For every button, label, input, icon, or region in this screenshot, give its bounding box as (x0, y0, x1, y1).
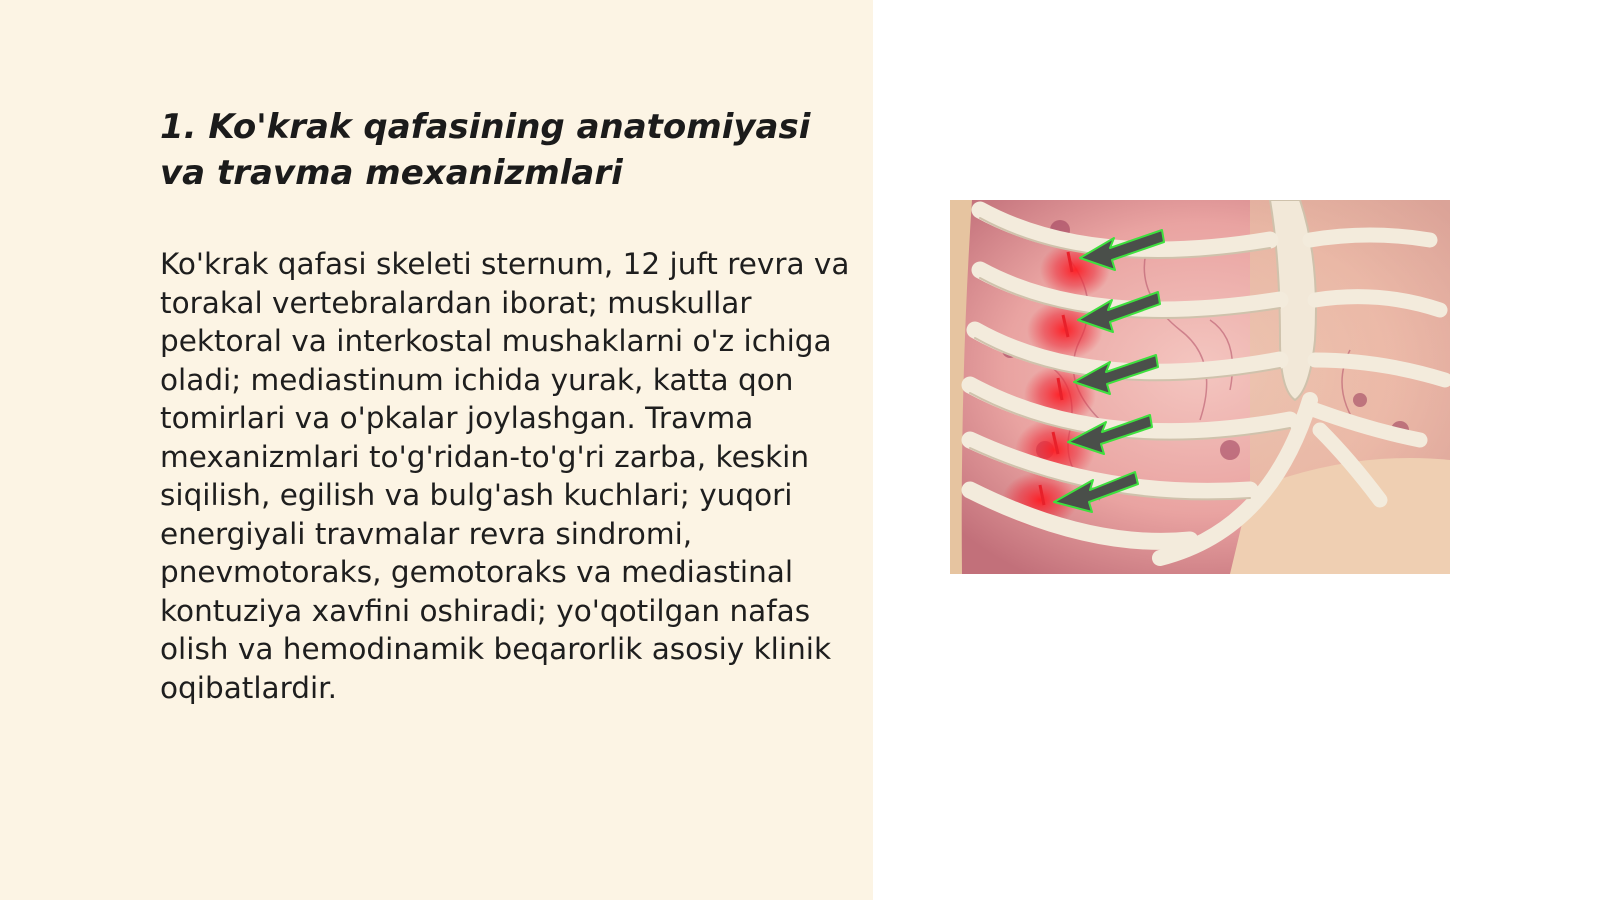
slide-title: 1. Ko'krak qafasining anatomiyasi va travma mexanizmlari (160, 107, 811, 193)
rib-fracture-illustration (950, 200, 1450, 574)
slide-body-text: Ko'krak qafasi skeleti sternum, 12 juft revra va torakal vertebralardan iborat; muskullar pektoral va interkostal mushaklarni o'z ichiga oladi; mediastinum ichida yurak, katta qon tomirlari va o'pkalar joylashgan. Travma mexanizmlari to'g'ridan-to'g'ri zarba, keskin siqilish, egilish va bulg'ash kuchlari; yuqori energiyali travmalar revra sindromi, pnevmotoraks, gemotoraks va mediastinal kontuziya xavfini oshiradi; yo'qotilgan nafas olish va hemodinamik beqarorlik asosiy klinik oqibatlardir. (160, 247, 850, 705)
